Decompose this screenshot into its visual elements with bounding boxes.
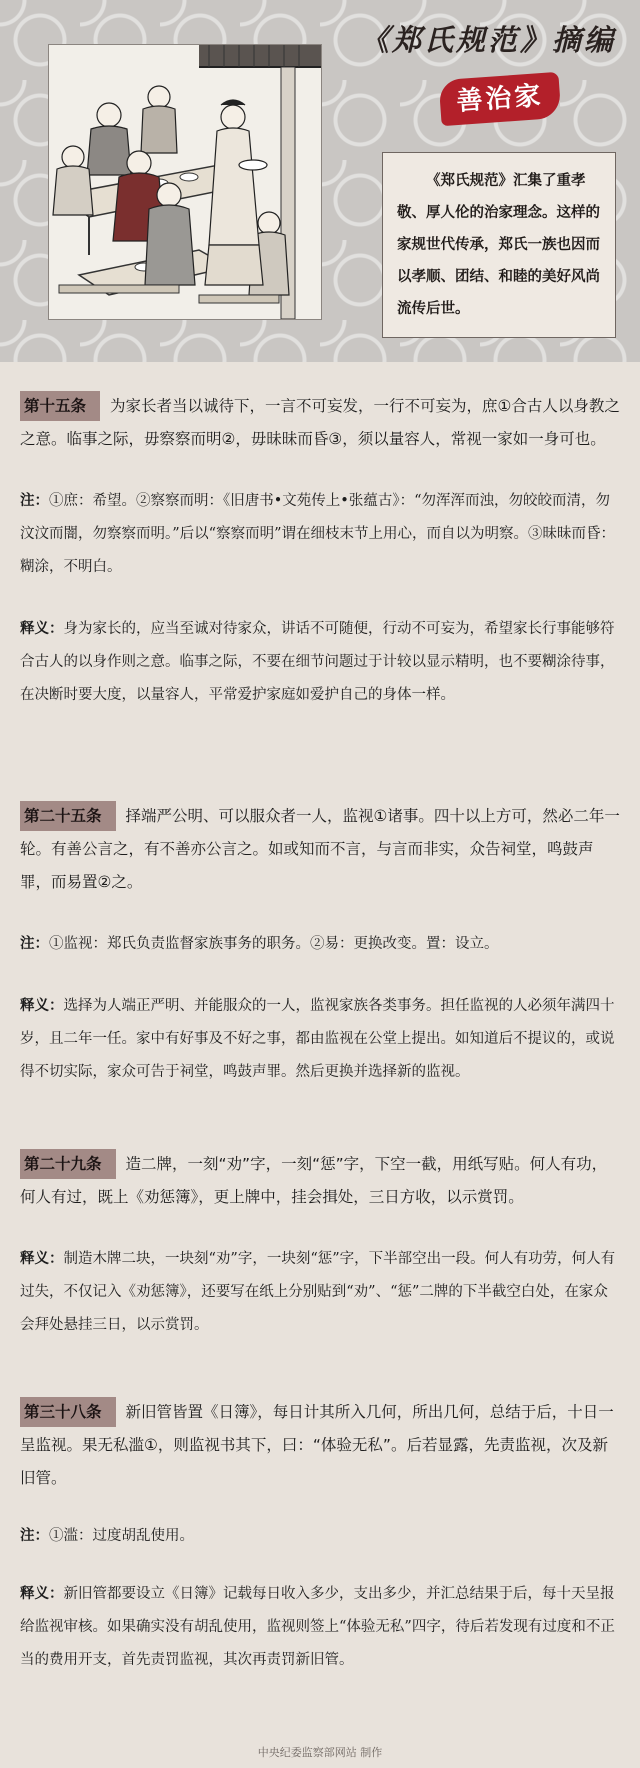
article-explanation	[20, 989, 620, 1089]
article-explanation	[20, 1242, 620, 1342]
article-25	[20, 800, 620, 1089]
note-label: 注：	[20, 1527, 49, 1544]
article-text	[20, 1148, 620, 1214]
article-body: 新旧管皆置《日簿》，每日计其所入几何，所出几何，总结于后，十日一呈监视。果无私滥①，则监视书其下，曰：“体验无私”。后若显露，先责监视，次及新旧管。	[20, 1403, 614, 1487]
article-tag: 第三十八条	[20, 1397, 116, 1427]
article-29	[20, 1148, 620, 1342]
article-tag: 第二十九条	[20, 1149, 116, 1179]
article-body: 造二牌，一刻“劝”字，一刻“惩”字，下空一截，用纸写贴。何人有功，何人有过，既上《劝惩簿》，更上牌中，挂会揖处，三日方收，以示赏罚。	[20, 1155, 608, 1206]
article-tag: 第二十五条	[20, 801, 116, 831]
article-explanation	[20, 1577, 620, 1677]
header-banner	[0, 0, 640, 362]
note-body: ①监视：郑氏负责监督家族事务的职务。②易：更换改变。置：设立。	[49, 936, 499, 952]
article-explanation	[20, 612, 620, 712]
article-text	[20, 1396, 620, 1495]
note-label: 注：	[20, 492, 49, 509]
article-15	[20, 390, 620, 712]
article-text	[20, 390, 620, 456]
article-tag: 第十五条	[20, 391, 100, 421]
explain-body: 新旧管都要设立《日簿》记载每日收入多少，支出多少，并汇总结果于后，每十天呈报给监视审核。如果确实没有胡乱使用，监视则签上“体验无私”四字，待后若发现有过度和不正当的费用开支，首先责罚监视，其次再责罚新旧管。	[20, 1586, 615, 1668]
article-body: 为家长者当以诚待下，一言不可妄发，一行不可妄为，庶①合古人以身教之之意。临事之际，毋察察而明②，毋昧昧而昏③，须以量容人，常视一家如一身可也。	[20, 397, 620, 448]
seal-text: 善治家	[455, 81, 545, 117]
page-title: 《郑氏规范》摘编	[360, 23, 617, 57]
article-note	[20, 1519, 620, 1553]
explain-body: 制造木牌二块，一块刻“劝”字，一块刻“惩”字，下半部空出一段。何人有功劳，何人有过失，不仅记入《劝惩簿》，还要写在纸上分别贴到“劝”、“惩”二牌的下半截空白处，在家众会拜处悬挂三日，以示赏罚。	[20, 1251, 616, 1333]
article-text	[20, 800, 620, 899]
explain-label: 释义：	[20, 1250, 64, 1267]
family-dinner-illustration	[48, 44, 322, 320]
explain-body: 身为家长的，应当至诚对待家众，讲话不可随便，行动不可妄为，希望家长行事能够符合古人的以身作则之意。临事之际，不要在细节问题过于计较以显示精明，也不要糊涂待事，在决断时要大度，以量容人，平常爱护家庭如爱护自己的身体一样。	[20, 621, 615, 703]
explain-label: 释义：	[20, 620, 64, 637]
article-note	[20, 927, 620, 961]
note-body: ①庶：希望。②察察而明：《旧唐书•文苑传上•张蕴古》：“勿浑浑而浊，勿皎皎而清，勿汶汶而闇，勿察察而明。”后以“察察而明”谓在细枝末节上用心，而自以为明察。③昧昧而昏：糊涂，不明白。	[20, 493, 615, 575]
article-body: 择端严公明、可以服众者一人，监视①诸事。四十以上方可，然必二年一轮。有善公言之，有不善亦公言之。如或知而不言，与言而非实，众告祠堂，鸣鼓声罪，而易置②之。	[20, 807, 620, 891]
note-label: 注：	[20, 935, 49, 952]
seal-stamp	[439, 72, 562, 126]
note-body: ①滥：过度胡乱使用。	[49, 1528, 194, 1544]
footer-credit: 中央纪委监察部网站 制作	[257, 1746, 383, 1759]
explain-label: 释义：	[20, 1585, 64, 1602]
article-note	[20, 484, 620, 584]
article-38	[20, 1396, 620, 1677]
explain-label: 释义：	[20, 997, 64, 1014]
intro-box: 《郑氏规范》汇集了重孝敬、厚人伦的治家理念。这样的家规世代传承，郑氏一族也因而以孝顺、团结、和睦的美好风尚流传后世。	[382, 152, 616, 338]
explain-body: 选择为人端正严明、并能服众的一人，监视家族各类事务。担任监视的人必须年满四十岁，且二年一任。家中有好事及不好之事，都由监视在公堂上提出。如知道后不提议的，或说得不切实际，家众可告于祠堂，鸣鼓声罪。然后更换并选择新的监视。	[20, 998, 615, 1080]
